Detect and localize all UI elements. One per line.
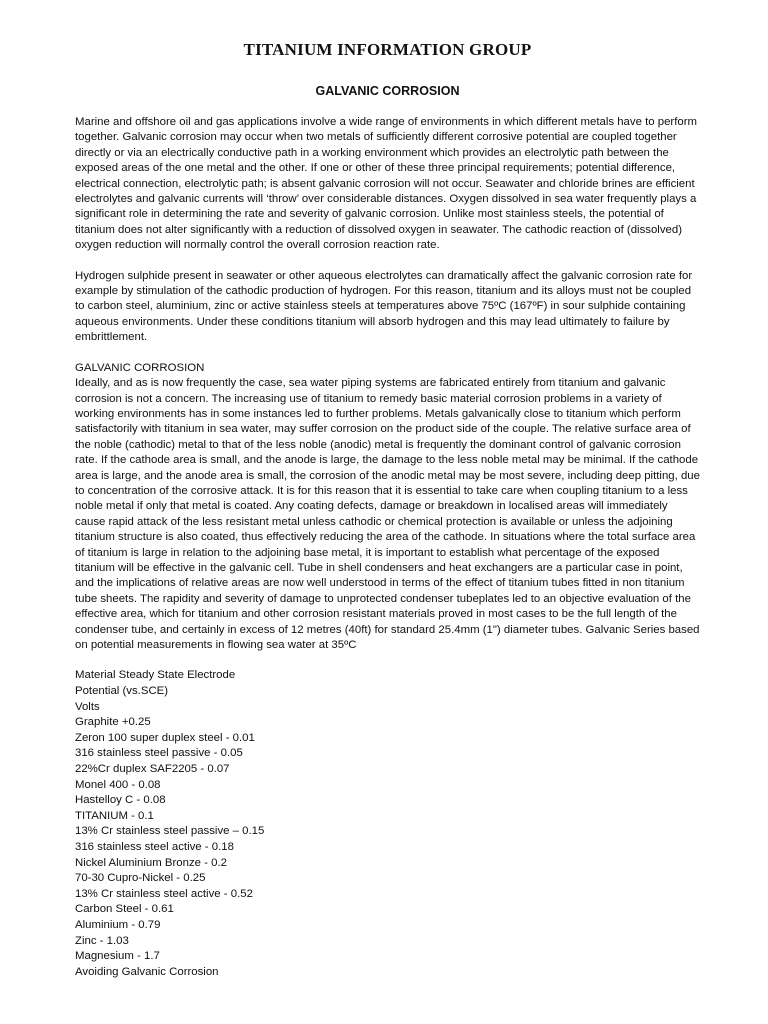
list-item: TITANIUM - 0.1 — [75, 809, 154, 822]
list-item: 13% Cr stainless steel passive – 0.15 — [75, 825, 265, 838]
hydrogen-sulphide-paragraph: Hydrogen sulphide present in seawater or other aqueous electrolytes can dramatically affect the galvanic corrosion rate for example by stimulation of the cathodic production of hydrogen. For this reason, titanium and its alloys must not be coupled to carbon steel, aluminium, zinc or active stainless steels at temperatures above 75ºC (167ºF) in sour sulphide containing aqueous environments. Under these conditions titanium will absorb hydrogen and this may lead ultimately to failure by embrittlement. — [75, 269, 693, 344]
galvanic-body-paragraph: Ideally, and as is now frequently the case, sea water piping systems are fabricated entirely from titanium and galvanic corrosion is not a concern. The increasing use of titanium to remedy basic material corrosion problems in a variety of working environments has in some instances led to further problems. Metals galvanically close to titanium which perform satisfactorily with titanium in sea water, may suffer corrosion on the product side of the couple. The relative surface area of the noble (cathodic) metal to that of the less noble (anodic) metal is frequently the dominant control of galvanic corrosion rate. If the cathode area is small, and the anode is large, the damage to the less noble metal may be minimal. If the cathode area is large, and the anode area is small, the corrosion of the anodic metal may be most severe, including deep pitting, due to concentration of the corrosive attack. It is for this reason that it is essential to take care when coupling titanium to a less noble metal if only that metal is coated. Any coating defects, damage or breakdown in localised areas will immediately cause rapid attack of the less resistant metal unless cathodic or chemical protection is available or unless the adjoining titanium structure is also coated, thus effectively reducing the area of the cathode. In situations where the total surface area of titanium is large in relation to the adjoining base metal, it is important to establish what percentage of the exposed titanium will be effective in the galvanic cell. Tube in shell condensers and heat exchangers are a particular case in point, and the implications of relative areas are now well understood in terms of the effect of titanium tubes fitted in non titanium tube sheets. The rapidity and severity of damage to unprotected condenser tubeplates led to an objective evaluation of the effective area, which for titanium and other corrosion resistant materials proved in most cases to be the full length of the condenser tube, and certainly in excess of 12 metres (40ft) for standard 25.4mm (1") diameter tubes. Galvanic Series based on potential measurements in flowing sea water at 35ºC — [75, 377, 700, 651]
list-item: Material Steady State Electrode — [75, 669, 236, 682]
list-item: 316 stainless steel active - 0.18 — [75, 840, 234, 853]
galvanic-series-list — [75, 668, 700, 980]
list-item: Monel 400 - 0.08 — [75, 778, 161, 791]
list-item: Volts — [75, 700, 100, 713]
galvanic-subheading: GALVANIC CORROSION — [75, 361, 205, 374]
list-item: Potential (vs.SCE) — [75, 685, 169, 697]
list-item: Graphite +0.25 — [75, 716, 151, 729]
list-item: Nickel Aluminium Bronze - 0.2 — [75, 856, 227, 869]
list-item: Magnesium - 1.7 — [75, 950, 160, 963]
list-item: Zeron 100 super duplex steel - 0.01 — [75, 731, 255, 744]
document-page — [75, 40, 700, 980]
list-item: 70-30 Cupro-Nickel - 0.25 — [75, 872, 206, 885]
list-item: Carbon Steel - 0.61 — [75, 903, 174, 916]
list-item: Hastelloy C - 0.08 — [75, 794, 166, 807]
section-title: GALVANIC CORROSION — [315, 84, 460, 98]
list-item: Zinc - 1.03 — [75, 934, 129, 947]
list-item: Avoiding Galvanic Corrosion — [75, 965, 219, 978]
list-item: 316 stainless steel passive - 0.05 — [75, 747, 243, 760]
organization-title: TITANIUM INFORMATION GROUP — [243, 40, 532, 59]
list-item: 13% Cr stainless steel active - 0.52 — [75, 887, 253, 900]
list-item: Aluminium - 0.79 — [75, 918, 161, 931]
intro-paragraph: Marine and offshore oil and gas applications involve a wide range of environments in which different metals have to perform together. Galvanic corrosion may occur when two metals of sufficiently different corrosive potential are coupled together directly or via an electrically conductive path in a working environment which provides an electrolytic path between the exposed areas of the one metal and the other. If one or other of these three principal requirements; potential difference, electrical connection, electrolytic path; is absent galvanic corrosion will not occur. Seawater and chloride brines are efficient electrolytes and galvanic currents will ‘throw’ over considerable distances. Oxygen dissolved in sea water frequently plays a significant role in determining the rate and severity of galvanic corrosion. Unlike most stainless steels, the potential of titanium does not alter significantly with a reduction of dissolved oxygen in seawater. The cathodic reaction of (dissolved) oxygen reduction will normally control the overall corrosion reaction rate. — [75, 116, 697, 252]
list-item: 22%Cr duplex SAF2205 - 0.07 — [75, 762, 230, 775]
